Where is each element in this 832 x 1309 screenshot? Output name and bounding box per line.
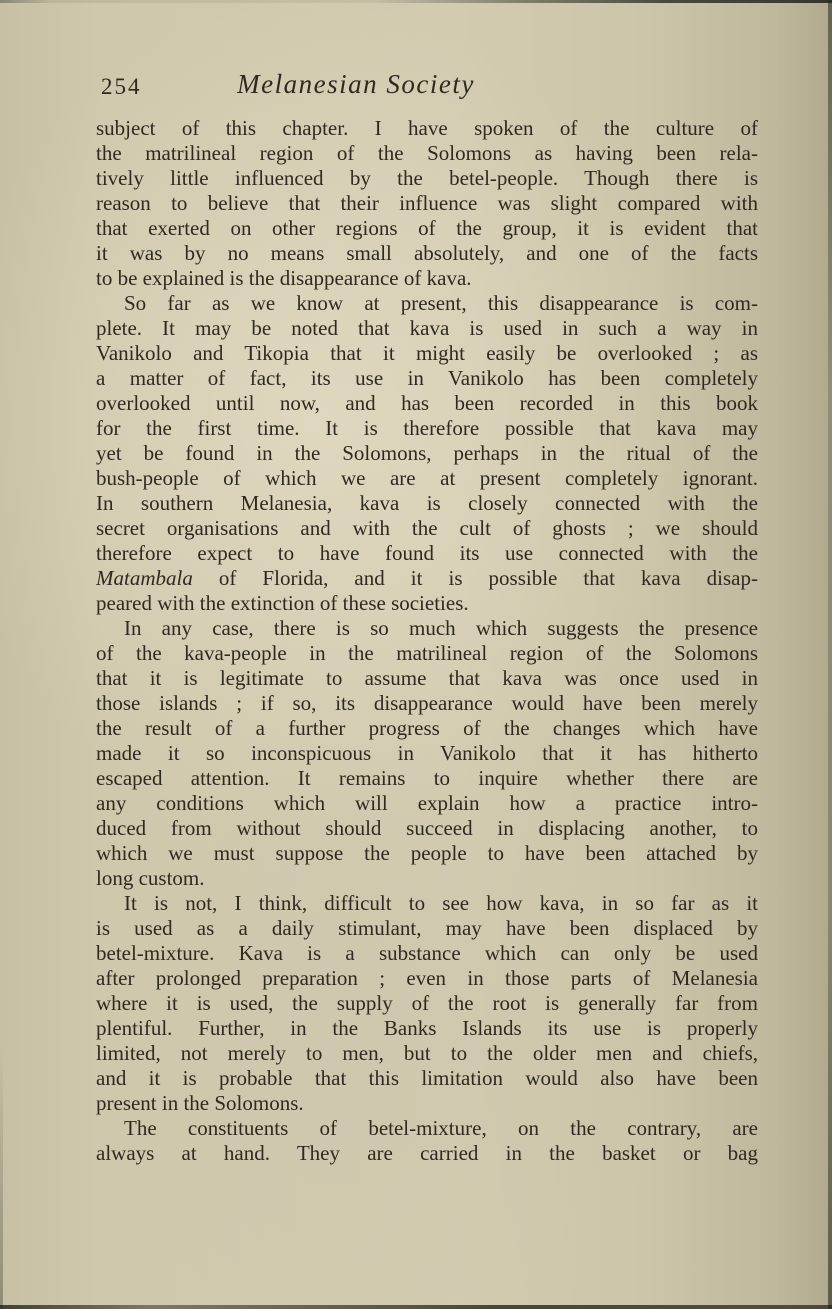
text-line: betel-mixture. Kava is a substance which can only be used bbox=[96, 941, 758, 965]
paragraph-2 bbox=[96, 291, 758, 616]
scan-edge-right bbox=[828, 0, 832, 1309]
text-line: subject of this chapter. I have spoken of the culture of bbox=[96, 116, 758, 140]
paragraph-5 bbox=[96, 1116, 758, 1166]
text-line: In southern Melanesia, kava is closely connected with the bbox=[96, 491, 758, 515]
text-line: the matrilineal region of the Solomons as having been rela- bbox=[96, 141, 758, 165]
text-line: escaped attention. It remains to inquire whether there are bbox=[96, 766, 758, 790]
text-line: that exerted on other regions of the group, it is evident that bbox=[96, 216, 758, 240]
text-line: that it is legitimate to assume that kava was once used in bbox=[96, 666, 758, 690]
text-line: therefore expect to have found its use connected with the bbox=[96, 541, 758, 565]
text-line: The constituents of betel-mixture, on the contrary, are bbox=[124, 1116, 758, 1140]
paragraph-4 bbox=[96, 891, 758, 1116]
italic-text: Matambala bbox=[96, 566, 193, 590]
text-line: yet be found in the Solomons, perhaps in the ritual of the bbox=[96, 441, 758, 465]
text-line: the result of a further progress of the changes which have bbox=[96, 716, 758, 740]
text-line: tively little influenced by the betel-people. Though there is bbox=[96, 166, 758, 190]
text-line: after prolonged preparation ; even in those parts of Melanesia bbox=[96, 966, 758, 990]
paragraph-3 bbox=[96, 616, 758, 891]
text-line: long custom. bbox=[96, 866, 205, 890]
text-line: reason to believe that their influence was slight compared with bbox=[96, 191, 758, 215]
text-line: where it is used, the supply of the root is generally far from bbox=[96, 991, 758, 1015]
text-line: made it so inconspicuous in Vanikolo that it has hitherto bbox=[96, 741, 758, 765]
text-line: of the kava-people in the matrilineal region of the Solomons bbox=[96, 641, 758, 665]
scan-edge-top bbox=[0, 0, 832, 3]
paragraph-1 bbox=[96, 116, 758, 291]
text-line: and it is probable that this limitation would also have been bbox=[96, 1066, 758, 1090]
text-line: always at hand. They are carried in the basket or bag bbox=[96, 1141, 758, 1165]
text-line: duced from without should succeed in displacing another, to bbox=[96, 816, 758, 840]
text-line: limited, not merely to men, but to the older men and chiefs, bbox=[96, 1041, 758, 1065]
text-line: It is not, I think, difficult to see how kava, in so far as it bbox=[124, 891, 758, 915]
text-line: it was by no means small absolutely, and one of the facts bbox=[96, 241, 758, 265]
text-line bbox=[96, 566, 758, 591]
text-segment: of Florida, and it is possible that kava disap- bbox=[192, 566, 758, 590]
running-header: Melanesian Society bbox=[237, 69, 475, 99]
text-line: overlooked until now, and has been recorded in this book bbox=[96, 391, 758, 415]
text-line: present in the Solomons. bbox=[96, 1091, 304, 1115]
text-line: a matter of fact, its use in Vanikolo has been completely bbox=[96, 366, 758, 390]
text-line: bush-people of which we are at present completely ignorant. bbox=[96, 466, 758, 490]
scan-edge-bottom bbox=[0, 1305, 832, 1309]
text-line: to be explained is the disappearance of kava. bbox=[96, 266, 472, 290]
text-line: those islands ; if so, its disappearance would have been merely bbox=[96, 691, 758, 715]
text-line: any conditions which will explain how a practice intro- bbox=[96, 791, 758, 815]
text-line: which we must suppose the people to have been attached by bbox=[96, 841, 758, 865]
text-line: is used as a daily stimulant, may have been displaced by bbox=[96, 916, 758, 940]
text-line: So far as we know at present, this disappearance is com- bbox=[124, 291, 758, 315]
scan-edge-left bbox=[0, 1049, 3, 1309]
page-number: 254 bbox=[101, 74, 142, 99]
text-line: for the first time. It is therefore possible that kava may bbox=[96, 416, 758, 440]
text-line: secret organisations and with the cult of ghosts ; we should bbox=[96, 516, 758, 540]
text-line: plentiful. Further, in the Banks Islands its use is properly bbox=[96, 1016, 758, 1040]
text-line: Vanikolo and Tikopia that it might easily be overlooked ; as bbox=[96, 341, 758, 365]
text-line: In any case, there is so much which suggests the presence bbox=[124, 616, 758, 640]
text-line: peared with the extinction of these societies. bbox=[96, 591, 469, 615]
page-body bbox=[96, 116, 758, 1166]
text-line: plete. It may be noted that kava is used in such a way in bbox=[96, 316, 758, 340]
